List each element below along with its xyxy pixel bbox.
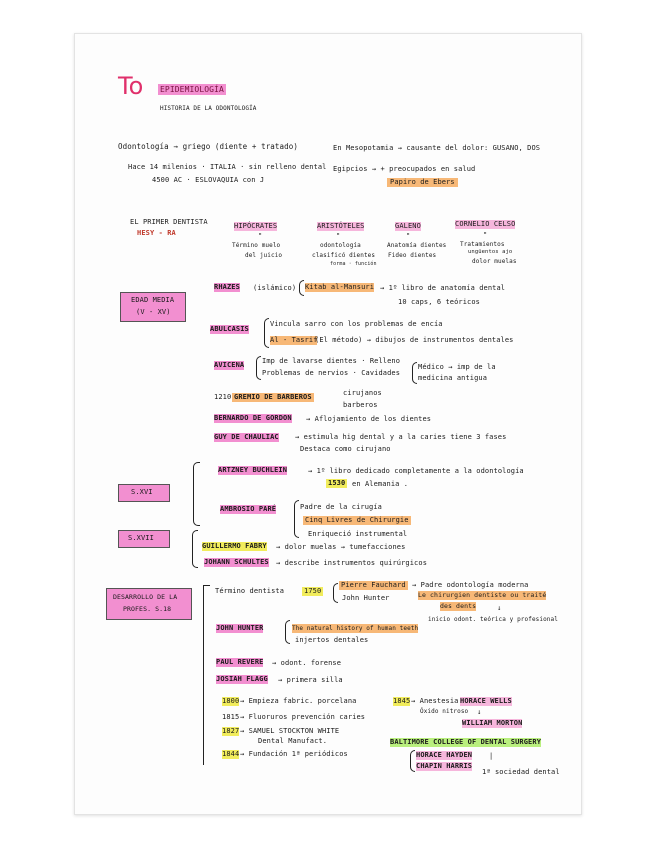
- intro-egipcios: Egipcios → + preocupados en salud: [333, 165, 476, 173]
- josiah-name: JOSIAH FLAGG: [216, 675, 268, 683]
- section-label-s18: [106, 588, 192, 620]
- avicena-line-2: Problemas de nervios · Cavidades: [262, 369, 401, 377]
- baltimore-college: BALTIMORE COLLEGE OF DENTAL SURGERY: [390, 738, 542, 746]
- abulcasis-brace: [264, 318, 269, 348]
- avicena-right-2: medicina antigua: [418, 374, 488, 382]
- artzney-right: → 1º libro dedicado completamente a la odontología: [308, 467, 524, 475]
- s16-brace: [193, 462, 200, 526]
- intro-line-1: Odontología → griego (diente + tratado): [118, 142, 298, 151]
- timeline-text-1827: → SAMUEL STOCKTON WHITE: [240, 727, 340, 735]
- avicena-line-1: Imp de lavarse dientes · Relleno: [262, 357, 401, 365]
- baltimore-brace: [410, 750, 415, 772]
- guy-name: GUY DE CHAULIAC: [214, 433, 279, 441]
- chirurgien-line-2: des dents: [440, 602, 477, 610]
- s18-bracket-top: [203, 585, 210, 586]
- intro-line-3: 4500 AC · ESLOVAQUIA con J: [152, 176, 265, 184]
- sociedad-dental: 1ª sociedad dental: [482, 768, 560, 776]
- chirurgien-arrow: ↓: [497, 604, 502, 612]
- pare-name: AMBROSIO PARÉ: [220, 505, 277, 513]
- ancient-name-1: HIPÓCRATES: [234, 222, 278, 230]
- schultes-name: JOHANN SCHULTES: [204, 558, 269, 566]
- intro-papiro: Papiro de Ebers: [387, 178, 458, 187]
- timeline-text-1815: → Fluoruros prevención caries: [240, 713, 366, 721]
- oxido-nitroso: Óxido nitroso: [420, 708, 469, 715]
- natural-history: The natural history of human teeth: [292, 625, 419, 632]
- fabry-name: GUILLERMO FABRY: [202, 542, 267, 550]
- natural-right: injertos dentales: [295, 636, 369, 644]
- abulcasis-line-1: Vincula sarro con los problemas de encía: [270, 320, 443, 328]
- pare-book: Cinq Livres de Chirurgie: [305, 516, 409, 524]
- section-label-s16: [118, 484, 170, 502]
- page-code: To: [118, 72, 144, 100]
- ancient-name-4: CORNELIO CELSO: [455, 220, 516, 228]
- edad-media-title: EDAD MEDIA: [131, 296, 175, 304]
- timeline-text-manufact: Dental Manufact.: [258, 737, 328, 745]
- abulcasis-line-2: (El método) → dibujos de instrumentos dentales: [315, 336, 514, 344]
- fauchard-name: Pierre Fauchard: [341, 581, 406, 589]
- hunter-top: John Hunter: [342, 594, 390, 602]
- pare-line-3: Enriqueció instrumental: [308, 530, 408, 538]
- chapin-harris: CHAPIN HARRIS: [416, 762, 473, 770]
- pare-brace: [294, 500, 299, 538]
- gremio-name: GREMIO DE BARBEROS: [234, 393, 312, 401]
- s16-title: S.XVI: [131, 488, 153, 496]
- gremio-right-2: barberos: [343, 401, 378, 409]
- schultes-right: → describe instrumentos quirúrgicos: [276, 559, 428, 567]
- year-1530: 1530: [328, 479, 346, 487]
- ancient-quote-1: ": [258, 232, 263, 240]
- fauchard-right: → Padre odontología moderna: [412, 581, 529, 589]
- ancient-line-2c: forma · función: [330, 261, 377, 267]
- bernardo-right: → Aflojamiento de los dientes: [306, 415, 432, 423]
- paul-revere-right: → odont. forense: [272, 659, 342, 667]
- fabry-right: → dolor muelas → tumefacciones: [276, 543, 406, 551]
- john-hunter-name: JOHN HUNTER: [216, 624, 264, 632]
- rhazes-book: Kitab al-Mansuri: [305, 283, 375, 291]
- first-dentist-name: HESY - RA: [137, 229, 176, 237]
- ancient-quote-2: ": [336, 232, 341, 240]
- page-subtitle: HISTORIA DE LA ODONTOLOGÍA: [160, 105, 257, 112]
- s18-year: 1750: [304, 587, 322, 595]
- abulcasis-book: Al - Tasrif: [270, 336, 318, 344]
- morton-arrow: ↓: [477, 708, 482, 716]
- timeline-text-1844: → Fundación 1ª periódicos: [240, 750, 348, 758]
- s18-bracket-line: [203, 585, 204, 765]
- timeline-year-1815: 1815: [222, 713, 240, 721]
- rhazes-line-2: 10 caps, 6 teóricos: [398, 298, 480, 306]
- rhazes-note: (islámico): [253, 284, 297, 292]
- avicena-brace: [256, 356, 261, 380]
- ancient-line-2b: clasificó dientes: [312, 252, 376, 259]
- pare-line-1: Padre de la cirugía: [300, 503, 382, 511]
- s18-title-2: PROFES. S.18: [123, 605, 172, 613]
- timeline-year-1845: 1845: [393, 697, 411, 705]
- william-morton: WILLIAM MORTON: [462, 719, 523, 727]
- ancient-quote-3: ": [406, 232, 411, 240]
- year-1530-right: en Alemania .: [352, 480, 409, 488]
- horace-wells: HORACE WELLS: [460, 697, 512, 705]
- edad-media-range: (V - XV): [136, 308, 171, 316]
- ancient-line-4a: Tratamientos: [460, 241, 505, 248]
- ancient-name-2: ARISTÓTELES: [317, 222, 365, 230]
- s18-title-1: DESARROLLO DE LA: [113, 593, 178, 601]
- gremio-year: 1210: [214, 393, 232, 401]
- ancient-line-1b: del juicio: [245, 252, 283, 259]
- ancient-line-4c: dolor muelas: [472, 258, 517, 265]
- intro-line-2: Hace 14 milenios · ITALIA · sin relleno dental: [128, 163, 327, 171]
- s17-title: S.XVII: [128, 534, 154, 542]
- section-label-edad-media: [120, 292, 186, 322]
- chirurgien-line-1: Le chirurgien dentiste ou traité: [418, 591, 547, 599]
- ancient-line-2a: odontología: [320, 242, 361, 249]
- section-label-s17: [118, 530, 170, 548]
- s18-brace: [333, 583, 338, 603]
- first-dentist-label: EL PRIMER DENTISTA: [130, 218, 208, 226]
- s18-termino: Término dentista: [215, 587, 285, 595]
- page-title: EPIDEMIOLOGÍA: [160, 85, 224, 94]
- rhazes-brace: [299, 280, 304, 296]
- horace-hayden: HORACE HAYDEN: [416, 751, 473, 759]
- intro-mesopotamia: En Mesopotamia → causante del dolor: GUSANO, DOS: [333, 144, 541, 152]
- s17-brace: [192, 530, 198, 568]
- anestesia: → Anestesia: [411, 697, 459, 705]
- josiah-right: → primera silla: [278, 676, 343, 684]
- guy-line-2: Destaca como cirujano: [300, 445, 391, 453]
- timeline-text-1800: → Empieza fabric. porcelana: [240, 697, 357, 705]
- avicena-name: AVICENA: [214, 361, 245, 369]
- guy-line-1: → estimula hig dental y a la caries tiene 3 fases: [295, 433, 507, 441]
- ancient-line-1a: Término muelo: [232, 242, 281, 249]
- rhazes-line-1: → 1º libro de anatomía dental: [380, 284, 506, 292]
- avicena-brace-right: [412, 362, 417, 384]
- abulcasis-name: ABULCASIS: [210, 325, 249, 333]
- paul-revere-name: PAUL REVERE: [216, 658, 264, 666]
- avicena-right-1: Médico → imp de la: [418, 363, 496, 371]
- ancient-quote-4: ": [483, 231, 488, 239]
- timeline-year-1844: 1844: [222, 750, 240, 758]
- ancient-line-3a: Anatomía dientes: [387, 242, 447, 249]
- artzney-name: ARTZNEY BUCHLEIN: [218, 466, 288, 474]
- timeline-year-1827: 1827: [222, 727, 240, 735]
- ancient-name-3: GALENO: [395, 222, 421, 230]
- gremio-right-1: cirujanos: [343, 389, 382, 397]
- hunter-brace: [285, 620, 290, 644]
- bernardo-name: BERNARDO DE GORDON: [214, 414, 292, 422]
- rhazes-name: RHAZES: [214, 283, 240, 291]
- ancient-line-4b: ungüentos ajo: [468, 249, 513, 255]
- sociedad-marker: |: [489, 752, 494, 760]
- chirurgien-right: inicio odont. teórica y profesional: [428, 616, 558, 623]
- timeline-year-1800: 1800: [222, 697, 240, 705]
- ancient-line-3b: Fideo dientes: [388, 252, 437, 259]
